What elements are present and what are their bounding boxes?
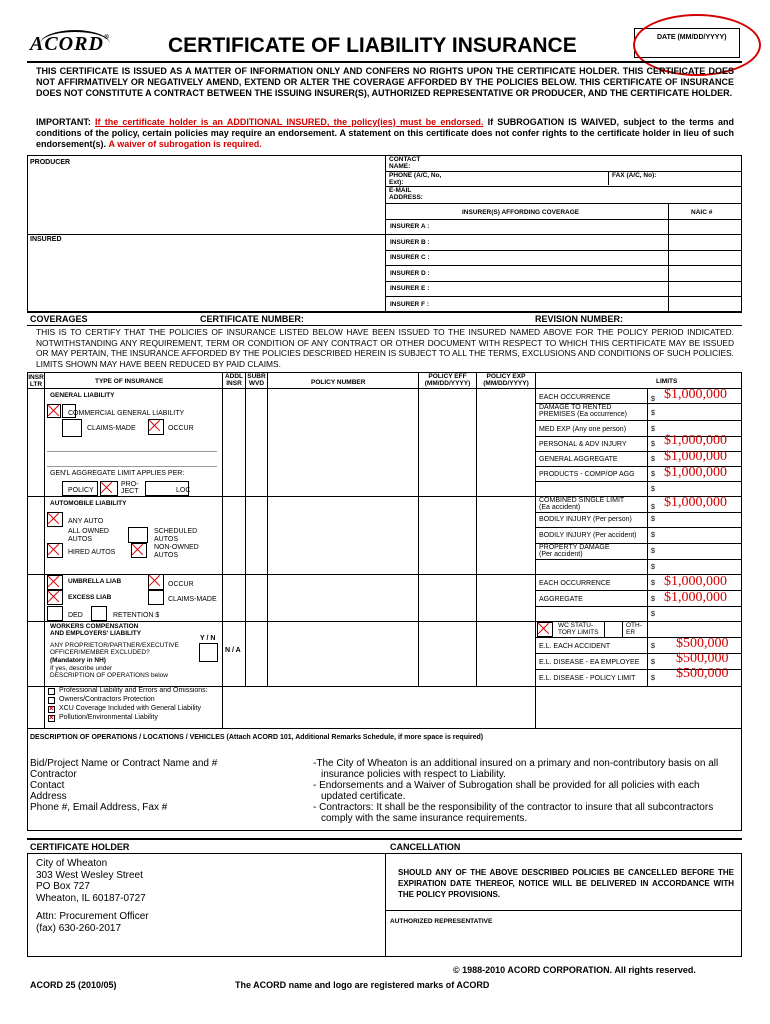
wc-title: WORKERS COMPENSATION AND EMPLOYERS' LIABILITY (50, 623, 142, 637)
scheduled-checkbox[interactable] (128, 527, 148, 543)
desc-line: Address (30, 791, 67, 802)
gl-title: GENERAL LIABILITY (50, 392, 115, 399)
limit-bi-accident: BODILY INJURY (Per accident) (539, 532, 637, 539)
any-auto-checkbox[interactable] (47, 512, 63, 527)
non-owned-checkbox[interactable] (131, 543, 147, 558)
dollar-sign: $ (651, 486, 655, 493)
dollar-sign: $ (651, 396, 655, 403)
addl-header: ADDL INSR (224, 373, 244, 387)
limit-med-exp: MED EXP (Any one person) (539, 426, 627, 433)
type-header: TYPE OF INSURANCE (95, 378, 164, 385)
dollar-sign: $ (651, 471, 655, 478)
all-owned-label: ALL OWNED AUTOS (68, 528, 109, 543)
limit-each-occurrence: EACH OCCURRENCE (539, 394, 611, 401)
desc-line: updated certificate. (321, 791, 406, 802)
agg-applies-label: GEN'L AGGREGATE LIMIT APPLIES PER: (50, 470, 185, 477)
insurer-f: INSURER F : (390, 301, 429, 308)
wc-statutory-checkbox[interactable] (537, 622, 553, 637)
copyright: © 1988-2010 ACORD CORPORATION. All rights reserved. (453, 965, 696, 975)
insurer-b: INSURER B : (390, 239, 430, 246)
policy-number-header: POLICY NUMBER (311, 379, 366, 386)
amount-personal-adv: $1,000,000 (664, 433, 727, 448)
page-title: CERTIFICATE OF LIABILITY INSURANCE (168, 34, 577, 57)
policy-label: POLICY (68, 487, 94, 494)
pollution-label: Pollution/Environmental Liability (59, 714, 158, 721)
professional-liability-checkbox[interactable] (48, 688, 55, 695)
xcu-checkbox[interactable] (48, 706, 55, 713)
xcu-label: XCU Coverage Included with General Liability (59, 705, 202, 712)
fax-label: FAX (A/C, No): (612, 172, 657, 179)
insurer-c: INSURER C : (390, 254, 430, 261)
commercial-gl-label: COMMERCIAL GENERAL LIABILITY (68, 410, 185, 417)
retention-label: RETENTION $ (113, 612, 160, 619)
description-label: DESCRIPTION OF OPERATIONS / LOCATIONS / VEHICLES (Attach ACORD 101, Additional Remarks Schedule, if more space is required) (30, 734, 484, 741)
revision-number-label: REVISION NUMBER: (535, 314, 624, 324)
policy-eff-header: POLICY EFF (MM/DD/YYYY) (424, 373, 471, 387)
holder-line: City of Wheaton (36, 858, 108, 869)
date-label: DATE (MM/DD/YYYY) (657, 34, 727, 41)
limit-bi-person: BODILY INJURY (Per person) (539, 516, 632, 523)
limit-el-policy: E.L. DISEASE - POLICY LIMIT (539, 675, 636, 682)
notice-text: THIS CERTIFICATE IS ISSUED AS A MATTER OF INFORMATION ONLY AND CONFERS NO RIGHTS UPON THE CERTIFICATE HOLDER. THIS CERTIFICATE DOES NOT AFFIRMATIVELY OR NEGATIVELY AMEND, EXTEND OR ALTER THE COVERAGE AFFORDED BY THE POLICIES BELOW. THIS CERTIFICATE OF INSURANCE DOES NOT CONSTITUTE A CONTRACT BETWEEN THE ISSUING INSURER(S), AUTHORIZED REPRESENTATIVE OR PRODUCER, AND THE CERTIFICATE HOLDER. (36, 66, 734, 98)
amount-products: $1,000,000 (664, 465, 727, 480)
holder-line: Wheaton, IL 60187-0727 (36, 892, 146, 904)
limit-products: PRODUCTS - COMP/OP AGG (539, 471, 635, 478)
dollar-sign: $ (651, 532, 655, 539)
umb-occur-label: OCCUR (168, 581, 194, 588)
limits-header: LIMITS (656, 378, 678, 385)
amount-el-policy: $500,000 (676, 666, 729, 681)
insured-label: INSURED (30, 236, 62, 243)
wc-excluded-label: ANY PROPRIETOR/PARTNER/EXECUTIVE OFFICER/MEMBER EXCLUDED? (50, 642, 179, 656)
wc-statutory-label: WC STATU- TORY LIMITS (558, 622, 599, 636)
hired-autos-label: HIRED AUTOS (68, 549, 116, 556)
coverages-statement: THIS IS TO CERTIFY THAT THE POLICIES OF INSURANCE LISTED BELOW HAVE BEEN ISSUED TO THE INSURED NAMED ABOVE FOR THE POLICY PERIOD INDICATED. NOTWITHSTANDING ANY REQUIREMENT, TERM OR CONDITION OF ANY CONTRACT OR OTHER DOCUMENT WITH RESPECT TO WHICH THIS CERTIFICATE MAY BE ISSUED OR MAY PERTAIN, THE INSURANCE AFFORDED BY THE POLICIES DESCRIBED HEREIN IS SUBJECT TO ALL THE TERMS, EXCLUSIONS AND CONDITIONS OF SUCH POLICIES. LIMITS SHOWN MAY HAVE BEEN REDUCED BY PAID CLAIMS. (36, 327, 734, 369)
excess-label: EXCESS LIAB (68, 594, 112, 601)
gl-blank-box[interactable] (62, 419, 82, 437)
acord-logo: ACORD® (30, 33, 111, 55)
dollar-sign: $ (651, 548, 655, 555)
retention-checkbox[interactable] (91, 606, 107, 621)
project-checkbox[interactable] (100, 481, 118, 496)
umb-claims-label: CLAIMS-MADE (168, 596, 217, 603)
limit-personal-adv: PERSONAL & ADV INJURY (539, 441, 627, 448)
holder-line: 303 West Wesley Street (36, 869, 143, 881)
registered-marks: The ACORD name and logo are registered marks of ACORD (235, 980, 490, 990)
phone-label: PHONE (A/C, No, Ext): (389, 172, 442, 186)
hired-autos-checkbox[interactable] (47, 543, 63, 558)
non-owned-label: NON-OWNED AUTOS (154, 544, 199, 559)
dollar-sign: $ (651, 456, 655, 463)
umbrella-label: UMBRELLA LIAB (68, 578, 122, 585)
producer-label: PRODUCER (30, 159, 71, 166)
dollar-sign: $ (651, 516, 655, 523)
desc-line: Phone #, Email Address, Fax # (30, 802, 168, 813)
holder-attn (36, 911, 149, 934)
naic-label: NAIC # (691, 209, 713, 216)
policy-exp-header: POLICY EXP (MM/DD/YYYY) (483, 373, 529, 387)
wc-describe-label: If yes, describe under DESCRIPTION OF OPERATIONS below (50, 665, 168, 679)
auto-title: AUTOMOBILE LIABILITY (50, 500, 127, 507)
desc-line: Contractor (30, 769, 77, 780)
dollar-sign: $ (651, 564, 655, 571)
wc-yn-checkbox[interactable] (199, 643, 218, 662)
occur-checkbox[interactable] (148, 419, 164, 435)
limit-umb-aggregate: AGGREGATE (539, 596, 583, 603)
insurer-a: INSURER A : (390, 223, 430, 230)
holder-line: (fax) 630-260-2017 (36, 922, 122, 934)
claims-made-checkbox[interactable] (148, 590, 164, 605)
insr-header: INSR LTR (28, 374, 44, 388)
owners-contractors-label: Owners/Contractors Protection (59, 696, 155, 703)
desc-line: Contact (30, 780, 65, 791)
cancellation-label: CANCELLATION (390, 842, 461, 852)
amount-el-employee: $500,000 (676, 651, 729, 666)
desc-line: Bid/Project Name or Contract Name and # (30, 758, 218, 769)
limit-property-damage: PROPERTY DAMAGE (Per accident) (539, 544, 610, 558)
form-number: ACORD 25 (2010/05) (30, 980, 117, 990)
desc-line: - Endorsements and a Waiver of Subrogation shall be provided for all policies with each (313, 780, 700, 791)
desc-line: comply with the same insurance requirements. (321, 813, 528, 824)
certificate-number-label: CERTIFICATE NUMBER: (200, 314, 304, 324)
certificate-holder-label: CERTIFICATE HOLDER (30, 842, 130, 852)
amount-umb-aggregate: $1,000,000 (664, 590, 727, 605)
subr-header: SUBR WVD (247, 373, 266, 387)
dollar-sign: $ (651, 611, 655, 618)
umb-occur-checkbox[interactable] (148, 574, 164, 590)
description-left (30, 758, 217, 813)
holder-line: PO Box 727 (36, 881, 90, 892)
wc-na-label: N / A (225, 647, 241, 654)
insurer-d: INSURER D : (390, 270, 430, 277)
ded-checkbox[interactable] (47, 606, 63, 621)
amount-combined-single: $1,000,000 (664, 495, 727, 510)
desc-line: insurance policies with respect to Liability. (321, 769, 506, 780)
amount-el-each: $500,000 (676, 636, 729, 651)
dollar-sign: $ (651, 643, 655, 650)
pollution-checkbox[interactable] (48, 715, 55, 722)
dollar-sign: $ (651, 441, 655, 448)
ded-label: DED (68, 612, 83, 619)
insurers-affording-label: INSURER(S) AFFORDING COVERAGE (462, 209, 580, 216)
email-label: E-MAIL ADDRESS: (389, 187, 423, 201)
excess-checkbox[interactable] (47, 590, 63, 605)
cancellation-text: SHOULD ANY OF THE ABOVE DESCRIBED POLICIES BE CANCELLED BEFORE THE EXPIRATION DATE THEREOF, NOTICE WILL BE DELIVERED IN ACCORDANCE WITH THE POLICY PROVISIONS. (398, 868, 734, 899)
limit-damage-rented: DAMAGE TO RENTED PREMISES (Ea occurrence) (539, 404, 627, 418)
holder-address (36, 858, 146, 904)
amount-each-occurrence: $1,000,000 (664, 387, 727, 402)
loc-label: LOC (176, 487, 191, 494)
contact-name-label: CONTACT NAME: (389, 156, 421, 170)
holder-line: Attn: Procurement Officer (36, 911, 149, 922)
project-label: PRO- JECT (121, 481, 139, 495)
dollar-sign: $ (651, 659, 655, 666)
desc-line: -The City of Wheaton is an additional insured on a primary and non-contributory basis on all (313, 758, 719, 769)
any-auto-label: ANY AUTO (68, 518, 104, 525)
limit-umb-each: EACH OCCURRENCE (539, 580, 611, 587)
dollar-sign: $ (651, 410, 655, 417)
limit-el-each: E.L. EACH ACCIDENT (539, 643, 611, 650)
wc-other-label: OTH- ER (626, 622, 642, 636)
professional-liability-label: Professional Liability and Errors and Omissions: (59, 687, 208, 694)
amount-general-aggregate: $1,000,000 (664, 449, 727, 464)
wc-yn-label: Y / N (200, 635, 216, 642)
insurer-e: INSURER E : (390, 285, 430, 292)
dollar-sign: $ (651, 504, 655, 511)
dollar-sign: $ (651, 675, 655, 682)
occur-label: OCCUR (168, 425, 194, 432)
dollar-sign: $ (651, 426, 655, 433)
limit-combined-single: COMBINED SINGLE LIMIT (Ea accident) (539, 497, 625, 511)
claims-made-label: CLAIMS-MADE (87, 425, 136, 432)
coverages-label: COVERAGES (30, 314, 88, 324)
logo-swoosh (40, 30, 110, 58)
important-text: IMPORTANT: If the certificate holder is an ADDITIONAL INSURED, the policy(ies) must be endorsed. If SUBROGATION IS WAIVED, subject to the terms and conditions of the policy, certain policies may require an endorsement. A statement on this certificate does not confer rights to the certificate holder in lieu of such endorsement(s). A waiver of subrogation is required. (36, 117, 734, 149)
owners-contractors-checkbox[interactable] (48, 697, 55, 704)
scheduled-label: SCHEDULED AUTOS (154, 528, 198, 543)
limit-general-aggregate: GENERAL AGGREGATE (539, 456, 618, 463)
umbrella-checkbox[interactable] (47, 575, 63, 590)
wc-nh-label: (Mandatory in NH) (50, 657, 106, 664)
gl-checkbox[interactable] (47, 404, 61, 418)
amount-umb-each: $1,000,000 (664, 574, 727, 589)
limit-el-employee: E.L. DISEASE - EA EMPLOYEE (539, 659, 640, 666)
dollar-sign: $ (651, 580, 655, 587)
dollar-sign: $ (651, 596, 655, 603)
desc-line: - Contractors: It shall be the responsibility of the contractor to insure that all subcontractors (313, 802, 714, 813)
description-right (313, 758, 718, 824)
authorized-representative-label: AUTHORIZED REPRESENTATIVE (390, 918, 493, 925)
